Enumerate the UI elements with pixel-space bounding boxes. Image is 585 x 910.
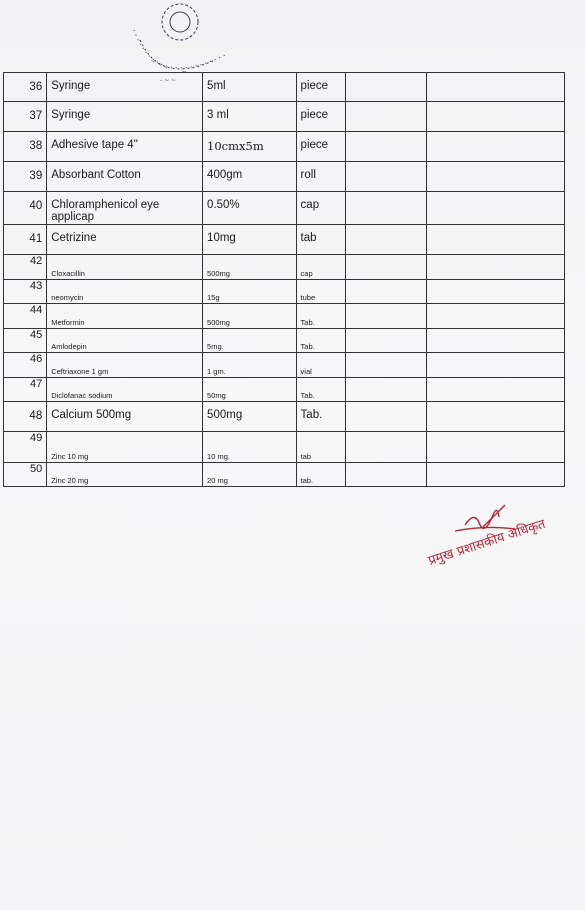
empty-cell — [427, 192, 565, 225]
empty-cell — [345, 280, 426, 304]
empty-cell — [345, 73, 426, 102]
table-row — [4, 132, 565, 162]
row-number: 38 — [4, 132, 47, 162]
empty-cell — [427, 255, 565, 280]
item-quantity: 0.50% — [203, 192, 297, 225]
row-number: 41 — [4, 225, 47, 255]
empty-cell — [427, 73, 565, 102]
row-number: 45 — [4, 329, 47, 353]
empty-cell — [345, 304, 426, 329]
item-quantity: 50mg — [203, 378, 297, 402]
empty-cell — [427, 132, 565, 162]
svg-text:प्रमुख प्रशासकीय अधिकृत: प्रमुख प्रशासकीय अधिकृत — [426, 516, 548, 569]
item-quantity: 10cmx5m — [203, 132, 297, 162]
empty-cell — [345, 353, 426, 378]
item-name: Amlodepin — [47, 329, 203, 353]
empty-cell — [427, 102, 565, 132]
item-name: Chloramphenicol eye applicap — [47, 192, 203, 225]
row-number: 42 — [4, 255, 47, 280]
item-unit: tab — [296, 432, 345, 463]
row-number: 46 — [4, 353, 47, 378]
empty-cell — [345, 162, 426, 192]
item-quantity: 15g — [203, 280, 297, 304]
empty-cell — [345, 378, 426, 402]
item-unit: roll — [296, 162, 345, 192]
table-row — [4, 102, 565, 132]
item-quantity: 10 mg. — [203, 432, 297, 463]
item-unit: Tab. — [296, 329, 345, 353]
item-name: Cetrizine — [47, 225, 203, 255]
item-quantity: 500mg — [203, 402, 297, 432]
empty-cell — [427, 463, 565, 487]
row-number: 40 — [4, 192, 47, 225]
official-signature — [425, 495, 560, 590]
row-number: 49 — [4, 432, 47, 463]
empty-cell — [345, 255, 426, 280]
item-name: Metformin — [47, 304, 203, 329]
empty-cell — [345, 432, 426, 463]
row-number: 48 — [4, 402, 47, 432]
svg-text:~ ~: ~ ~ — [174, 67, 188, 77]
item-quantity: 20 mg — [203, 463, 297, 487]
item-quantity: 5mg. — [203, 329, 297, 353]
table-row — [4, 353, 565, 378]
table-row — [4, 192, 565, 225]
table-row — [4, 304, 565, 329]
table-row — [4, 280, 565, 304]
row-number: 44 — [4, 304, 47, 329]
item-name: Syringe — [47, 73, 203, 102]
empty-cell — [427, 432, 565, 463]
table-row — [4, 225, 565, 255]
item-unit: piece — [296, 132, 345, 162]
empty-cell — [345, 463, 426, 487]
item-quantity: 3 ml — [203, 102, 297, 132]
empty-cell — [427, 162, 565, 192]
item-quantity: 400gm — [203, 162, 297, 192]
empty-cell — [427, 378, 565, 402]
empty-cell — [427, 402, 565, 432]
row-number: 43 — [4, 280, 47, 304]
item-name: Calcium 500mg — [47, 402, 203, 432]
empty-cell — [427, 353, 565, 378]
item-unit: Tab. — [296, 402, 345, 432]
item-unit: vial — [296, 353, 345, 378]
table-row — [4, 378, 565, 402]
empty-cell — [345, 329, 426, 353]
svg-text:~ ~ ~: ~ ~ ~ — [149, 57, 170, 72]
item-unit: Tab. — [296, 304, 345, 329]
table-row — [4, 73, 565, 102]
row-number: 50 — [4, 463, 47, 487]
row-number: 47 — [4, 378, 47, 402]
item-name: neomycin — [47, 280, 203, 304]
table-row — [4, 402, 565, 432]
item-name: Cloxacillin — [47, 255, 203, 280]
empty-cell — [345, 225, 426, 255]
item-quantity: 500mg — [203, 255, 297, 280]
svg-text:- ~ ~: - ~ ~ — [160, 77, 177, 84]
item-unit: piece — [296, 73, 345, 102]
item-name: Adhesive tape 4" — [47, 132, 203, 162]
item-unit: tab. — [296, 463, 345, 487]
empty-cell — [345, 102, 426, 132]
empty-cell — [345, 402, 426, 432]
item-unit: cap — [296, 192, 345, 225]
medical-supplies-table — [3, 72, 565, 487]
empty-cell — [427, 225, 565, 255]
item-quantity: 10mg — [203, 225, 297, 255]
empty-cell — [427, 304, 565, 329]
item-quantity: 5ml — [203, 73, 297, 102]
item-name: Ceftriaxone 1 gm — [47, 353, 203, 378]
table-row — [4, 255, 565, 280]
row-number: 37 — [4, 102, 47, 132]
empty-cell — [345, 192, 426, 225]
item-name: Diclofanac sodium — [47, 378, 203, 402]
item-name: Absorbant Cotton — [47, 162, 203, 192]
empty-cell — [345, 132, 426, 162]
item-name: Zinc 10 mg — [47, 432, 203, 463]
item-unit: piece — [296, 102, 345, 132]
item-unit: Tab. — [296, 378, 345, 402]
item-quantity: 1 gm. — [203, 353, 297, 378]
item-unit: cap — [296, 255, 345, 280]
item-quantity: 500mg — [203, 304, 297, 329]
table-row — [4, 162, 565, 192]
empty-cell — [427, 329, 565, 353]
item-unit: tab — [296, 225, 345, 255]
table-row — [4, 463, 565, 487]
table-row — [4, 329, 565, 353]
row-number: 39 — [4, 162, 47, 192]
item-name: Syringe — [47, 102, 203, 132]
item-name: Zinc 20 mg — [47, 463, 203, 487]
item-unit: tube — [296, 280, 345, 304]
row-number: 36 — [4, 73, 47, 102]
table-row — [4, 432, 565, 463]
empty-cell — [427, 280, 565, 304]
